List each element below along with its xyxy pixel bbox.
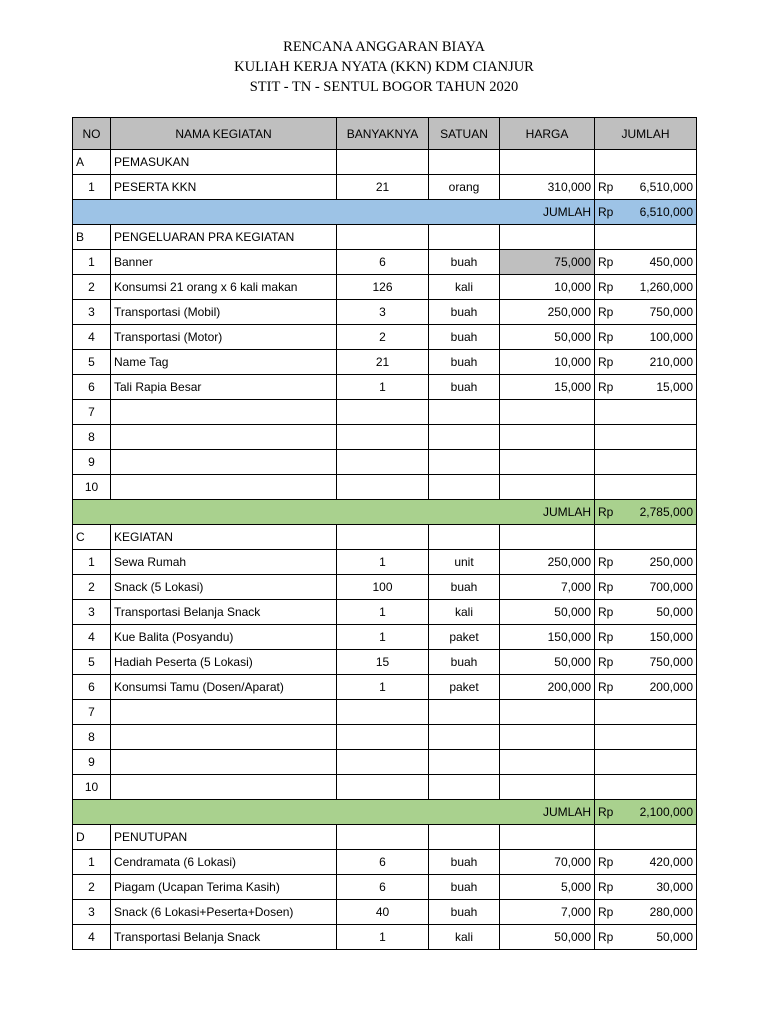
row-number: 1 <box>73 850 111 875</box>
total-currency-label: Rp <box>595 200 631 225</box>
row-number: 3 <box>73 300 111 325</box>
item-price: 50,000 <box>500 925 595 950</box>
row-number: 6 <box>73 375 111 400</box>
item-unit <box>429 725 500 750</box>
item-name <box>111 700 337 725</box>
item-quantity: 1 <box>337 550 429 575</box>
section-letter: D <box>73 825 111 850</box>
empty-cell <box>500 225 595 250</box>
item-price <box>500 725 595 750</box>
item-name <box>111 450 337 475</box>
item-unit: paket <box>429 625 500 650</box>
empty-cell <box>429 825 500 850</box>
row-number: 6 <box>73 675 111 700</box>
item-price <box>500 475 595 500</box>
item-name: Transportasi Belanja Snack <box>111 600 337 625</box>
item-name: Transportasi (Motor) <box>111 325 337 350</box>
empty-cell <box>337 525 429 550</box>
section-row <box>73 825 697 850</box>
item-unit: buah <box>429 325 500 350</box>
row-number: 4 <box>73 925 111 950</box>
table-row <box>73 650 697 675</box>
item-price: 75,000 <box>500 250 595 275</box>
item-amount <box>631 400 697 425</box>
item-amount: 15,000 <box>631 375 697 400</box>
title-line-2: KULIAH KERJA NYATA (KKN) KDM CIANJUR <box>234 59 534 75</box>
item-name: Transportasi (Mobil) <box>111 300 337 325</box>
row-number: 1 <box>73 250 111 275</box>
section-letter: B <box>73 225 111 250</box>
item-quantity: 21 <box>337 175 429 200</box>
item-amount <box>631 425 697 450</box>
item-price <box>500 700 595 725</box>
header-banyaknya: BANYAKNYA <box>337 118 429 150</box>
item-quantity: 3 <box>337 300 429 325</box>
table-row <box>73 600 697 625</box>
item-quantity <box>337 450 429 475</box>
section-total-row <box>73 200 697 225</box>
table-row <box>73 675 697 700</box>
currency-label <box>595 425 631 450</box>
item-amount <box>631 725 697 750</box>
currency-label: Rp <box>595 575 631 600</box>
section-row <box>73 150 697 175</box>
item-price: 50,000 <box>500 600 595 625</box>
total-label: JUMLAH <box>73 500 595 525</box>
table-row <box>73 625 697 650</box>
item-quantity <box>337 475 429 500</box>
item-unit <box>429 425 500 450</box>
header-jumlah: JUMLAH <box>595 118 697 150</box>
item-price: 5,000 <box>500 875 595 900</box>
section-title: PEMASUKAN <box>111 150 337 175</box>
total-label: JUMLAH <box>73 800 595 825</box>
item-price: 50,000 <box>500 650 595 675</box>
row-number: 2 <box>73 875 111 900</box>
table-row <box>73 850 697 875</box>
item-quantity: 6 <box>337 850 429 875</box>
item-amount: 700,000 <box>631 575 697 600</box>
item-unit: buah <box>429 375 500 400</box>
item-name: Sewa Rumah <box>111 550 337 575</box>
item-name <box>111 425 337 450</box>
item-price <box>500 450 595 475</box>
row-number: 5 <box>73 650 111 675</box>
item-unit: buah <box>429 350 500 375</box>
item-name: Konsumsi 21 orang x 6 kali makan <box>111 275 337 300</box>
item-quantity: 1 <box>337 600 429 625</box>
item-quantity: 6 <box>337 250 429 275</box>
empty-cell <box>500 150 595 175</box>
currency-label: Rp <box>595 900 631 925</box>
currency-label <box>595 750 631 775</box>
table-row <box>73 400 697 425</box>
row-number: 4 <box>73 625 111 650</box>
item-unit: buah <box>429 900 500 925</box>
item-quantity: 1 <box>337 625 429 650</box>
item-quantity: 1 <box>337 675 429 700</box>
header-satuan: SATUAN <box>429 118 500 150</box>
item-unit <box>429 400 500 425</box>
item-price <box>500 425 595 450</box>
item-name: Hadiah Peserta (5 Lokasi) <box>111 650 337 675</box>
currency-label <box>595 775 631 800</box>
currency-label: Rp <box>595 850 631 875</box>
currency-label <box>595 400 631 425</box>
item-amount: 450,000 <box>631 250 697 275</box>
row-number: 3 <box>73 600 111 625</box>
currency-label <box>595 725 631 750</box>
table-row <box>73 550 697 575</box>
item-name <box>111 400 337 425</box>
item-unit: unit <box>429 550 500 575</box>
item-price: 50,000 <box>500 325 595 350</box>
table-row <box>73 900 697 925</box>
row-number: 9 <box>73 450 111 475</box>
item-name: Cendramata (6 Lokasi) <box>111 850 337 875</box>
item-unit <box>429 475 500 500</box>
item-price: 10,000 <box>500 350 595 375</box>
document-title <box>0 37 768 97</box>
item-name <box>111 725 337 750</box>
item-unit: buah <box>429 650 500 675</box>
header-nama-kegiatan: NAMA KEGIATAN <box>111 118 337 150</box>
row-number: 3 <box>73 900 111 925</box>
item-unit <box>429 700 500 725</box>
currency-label: Rp <box>595 625 631 650</box>
currency-label <box>595 475 631 500</box>
item-amount <box>631 475 697 500</box>
currency-label <box>595 700 631 725</box>
empty-cell <box>595 525 697 550</box>
empty-cell <box>500 525 595 550</box>
section-letter: A <box>73 150 111 175</box>
table-row <box>73 475 697 500</box>
row-number: 5 <box>73 350 111 375</box>
item-quantity: 2 <box>337 325 429 350</box>
item-amount: 150,000 <box>631 625 697 650</box>
item-amount <box>631 450 697 475</box>
currency-label <box>595 450 631 475</box>
table-row <box>73 325 697 350</box>
item-unit <box>429 750 500 775</box>
item-amount <box>631 700 697 725</box>
currency-label: Rp <box>595 925 631 950</box>
table-row <box>73 700 697 725</box>
row-number: 7 <box>73 700 111 725</box>
table-row <box>73 925 697 950</box>
table-row <box>73 275 697 300</box>
section-row <box>73 525 697 550</box>
section-total-amount: 6,510,000 <box>631 200 697 225</box>
row-number: 10 <box>73 775 111 800</box>
section-letter: C <box>73 525 111 550</box>
row-number: 2 <box>73 575 111 600</box>
row-number: 1 <box>73 175 111 200</box>
item-unit: paket <box>429 675 500 700</box>
empty-cell <box>429 525 500 550</box>
item-quantity: 40 <box>337 900 429 925</box>
table-row <box>73 875 697 900</box>
item-price: 15,000 <box>500 375 595 400</box>
item-unit: buah <box>429 575 500 600</box>
item-name: Banner <box>111 250 337 275</box>
section-title: KEGIATAN <box>111 525 337 550</box>
item-price: 250,000 <box>500 550 595 575</box>
header-no: NO <box>73 118 111 150</box>
item-amount: 250,000 <box>631 550 697 575</box>
item-name: Piagam (Ucapan Terima Kasih) <box>111 875 337 900</box>
item-name: Kue Balita (Posyandu) <box>111 625 337 650</box>
currency-label: Rp <box>595 875 631 900</box>
empty-cell <box>337 150 429 175</box>
item-price: 70,000 <box>500 850 595 875</box>
table-row <box>73 375 697 400</box>
item-price: 250,000 <box>500 300 595 325</box>
header-harga: HARGA <box>500 118 595 150</box>
item-amount: 1,260,000 <box>631 275 697 300</box>
total-label: JUMLAH <box>73 200 595 225</box>
item-quantity: 1 <box>337 925 429 950</box>
currency-label: Rp <box>595 650 631 675</box>
table-row <box>73 775 697 800</box>
item-unit: buah <box>429 875 500 900</box>
item-price: 7,000 <box>500 575 595 600</box>
empty-cell <box>500 825 595 850</box>
item-amount: 50,000 <box>631 925 697 950</box>
table-row <box>73 575 697 600</box>
item-quantity <box>337 725 429 750</box>
row-number: 8 <box>73 425 111 450</box>
item-quantity: 1 <box>337 375 429 400</box>
title-line-1: RENCANA ANGGARAN BIAYA <box>283 39 485 55</box>
section-total-row <box>73 800 697 825</box>
item-quantity <box>337 775 429 800</box>
item-quantity <box>337 425 429 450</box>
item-quantity: 15 <box>337 650 429 675</box>
item-price <box>500 400 595 425</box>
header-row <box>73 118 697 150</box>
item-name: Konsumsi Tamu (Dosen/Aparat) <box>111 675 337 700</box>
item-amount <box>631 775 697 800</box>
row-number: 8 <box>73 725 111 750</box>
item-unit: kali <box>429 275 500 300</box>
table-row <box>73 175 697 200</box>
table-row <box>73 300 697 325</box>
currency-label: Rp <box>595 600 631 625</box>
empty-cell <box>595 150 697 175</box>
item-amount: 6,510,000 <box>631 175 697 200</box>
currency-label: Rp <box>595 550 631 575</box>
table-row <box>73 725 697 750</box>
currency-label: Rp <box>595 175 631 200</box>
item-unit <box>429 450 500 475</box>
item-amount: 420,000 <box>631 850 697 875</box>
section-total-amount: 2,785,000 <box>631 500 697 525</box>
table-row <box>73 350 697 375</box>
item-price: 200,000 <box>500 675 595 700</box>
row-number: 10 <box>73 475 111 500</box>
item-quantity <box>337 400 429 425</box>
item-quantity: 100 <box>337 575 429 600</box>
title-line-3: STIT - TN - SENTUL BOGOR TAHUN 2020 <box>249 79 519 95</box>
row-number: 7 <box>73 400 111 425</box>
item-amount: 50,000 <box>631 600 697 625</box>
item-price: 7,000 <box>500 900 595 925</box>
item-name: Transportasi Belanja Snack <box>111 925 337 950</box>
item-name: Snack (6 Lokasi+Peserta+Dosen) <box>111 900 337 925</box>
item-amount: 30,000 <box>631 875 697 900</box>
item-amount <box>631 750 697 775</box>
currency-label: Rp <box>595 250 631 275</box>
item-quantity: 21 <box>337 350 429 375</box>
table-row <box>73 250 697 275</box>
table-row <box>73 425 697 450</box>
item-unit: orang <box>429 175 500 200</box>
item-name: Tali Rapia Besar <box>111 375 337 400</box>
currency-label: Rp <box>595 350 631 375</box>
item-unit: buah <box>429 300 500 325</box>
item-unit: buah <box>429 850 500 875</box>
total-currency-label: Rp <box>595 800 631 825</box>
budget-table <box>72 117 697 950</box>
item-amount: 210,000 <box>631 350 697 375</box>
row-number: 1 <box>73 550 111 575</box>
item-amount: 200,000 <box>631 675 697 700</box>
table-body <box>73 150 697 950</box>
item-name <box>111 775 337 800</box>
table-row <box>73 750 697 775</box>
empty-cell <box>429 225 500 250</box>
empty-cell <box>595 225 697 250</box>
table-row <box>73 450 697 475</box>
item-quantity: 126 <box>337 275 429 300</box>
item-quantity <box>337 700 429 725</box>
item-price <box>500 775 595 800</box>
item-unit: kali <box>429 925 500 950</box>
empty-cell <box>337 825 429 850</box>
section-row <box>73 225 697 250</box>
item-price: 150,000 <box>500 625 595 650</box>
item-amount: 750,000 <box>631 650 697 675</box>
item-name: Name Tag <box>111 350 337 375</box>
empty-cell <box>595 825 697 850</box>
item-price <box>500 750 595 775</box>
row-number: 9 <box>73 750 111 775</box>
row-number: 4 <box>73 325 111 350</box>
item-quantity <box>337 750 429 775</box>
item-name: Snack (5 Lokasi) <box>111 575 337 600</box>
item-name <box>111 750 337 775</box>
item-unit: buah <box>429 250 500 275</box>
section-title: PENUTUPAN <box>111 825 337 850</box>
currency-label: Rp <box>595 275 631 300</box>
item-unit <box>429 775 500 800</box>
item-name <box>111 475 337 500</box>
currency-label: Rp <box>595 375 631 400</box>
item-price: 10,000 <box>500 275 595 300</box>
empty-cell <box>429 150 500 175</box>
item-price: 310,000 <box>500 175 595 200</box>
currency-label: Rp <box>595 300 631 325</box>
item-amount: 750,000 <box>631 300 697 325</box>
empty-cell <box>337 225 429 250</box>
item-quantity: 6 <box>337 875 429 900</box>
item-name: PESERTA KKN <box>111 175 337 200</box>
total-currency-label: Rp <box>595 500 631 525</box>
section-total-amount: 2,100,000 <box>631 800 697 825</box>
item-amount: 280,000 <box>631 900 697 925</box>
item-unit: kali <box>429 600 500 625</box>
section-title: PENGELUARAN PRA KEGIATAN <box>111 225 337 250</box>
item-amount: 100,000 <box>631 325 697 350</box>
currency-label: Rp <box>595 675 631 700</box>
section-total-row <box>73 500 697 525</box>
row-number: 2 <box>73 275 111 300</box>
currency-label: Rp <box>595 325 631 350</box>
